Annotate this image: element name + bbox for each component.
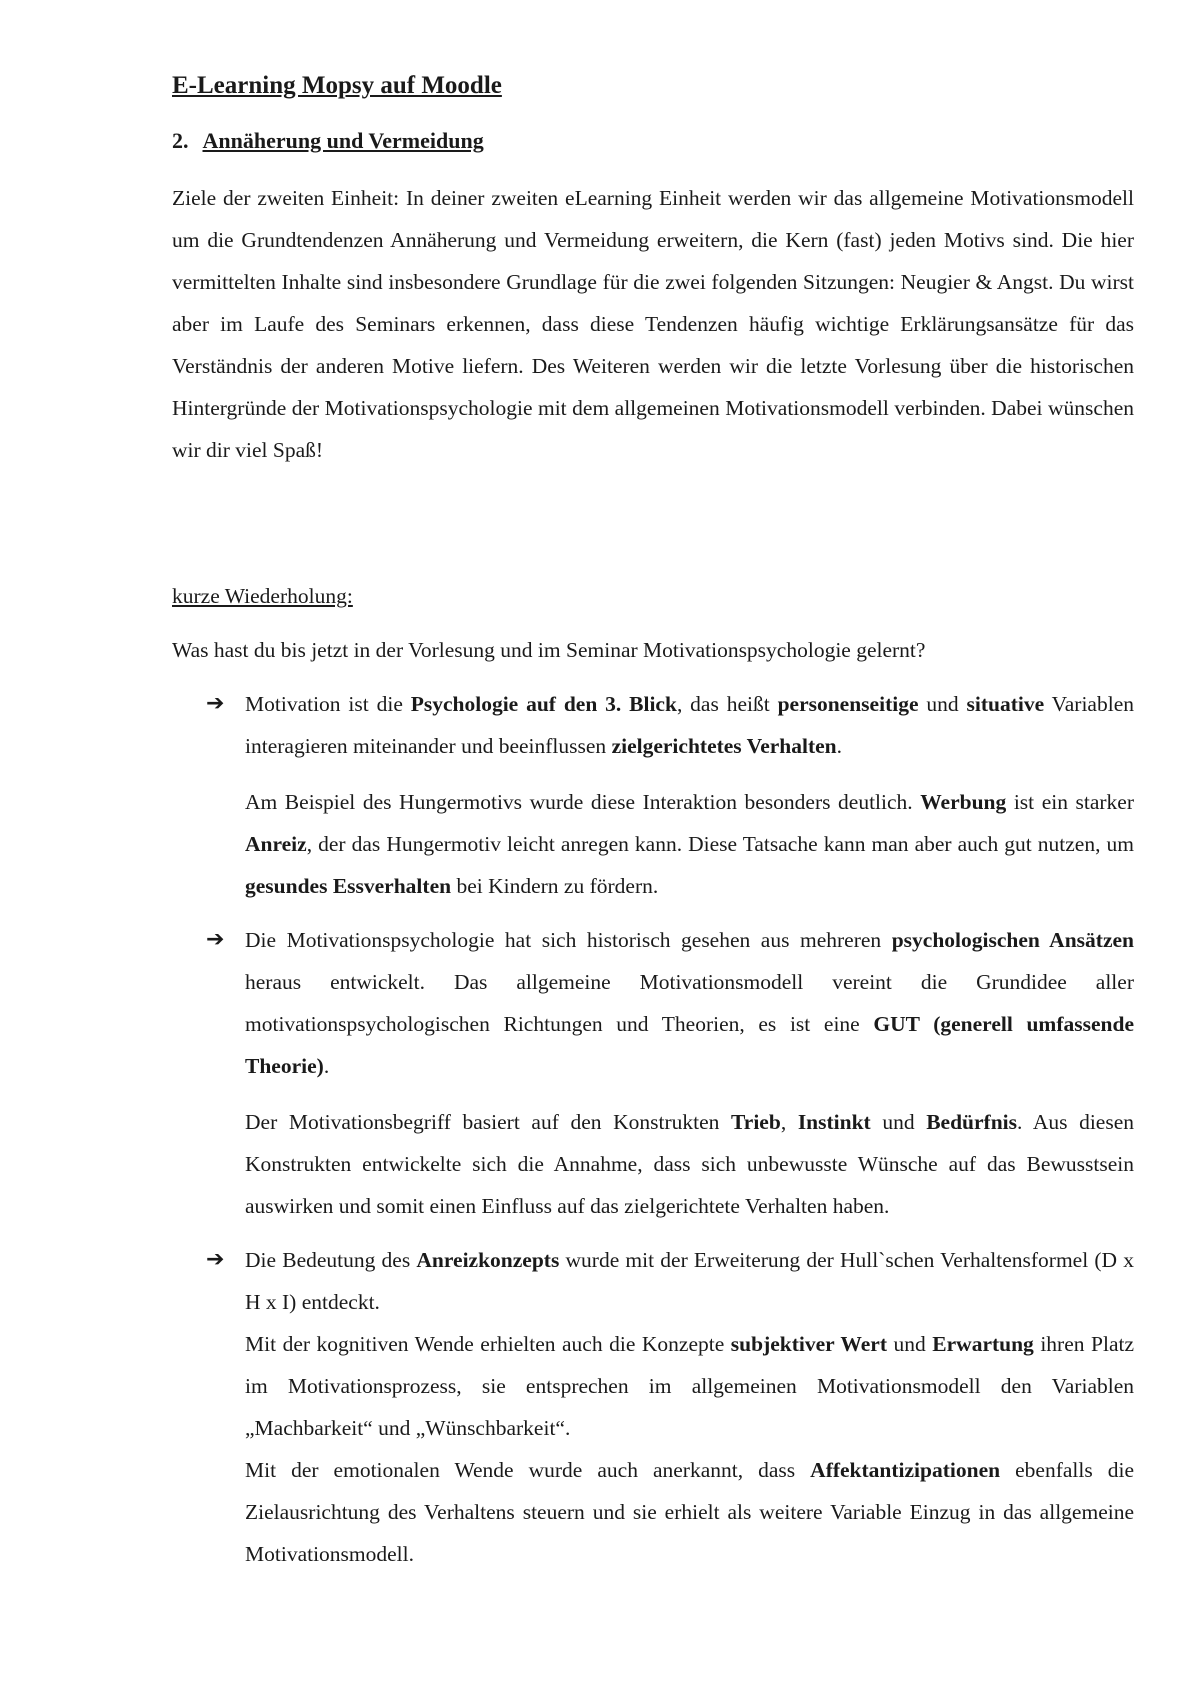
arrow-bullet-icon: ➔ — [206, 1247, 225, 1273]
bullet-item-2 — [172, 919, 1134, 1227]
section-heading — [172, 127, 1134, 156]
document-title: E-Learning Mopsy auf Moodle — [172, 72, 502, 99]
bullet-3-paragraph-3: Mit der emotionalen Wende wurde auch anerkannt, dass Affektantizipationen ebenfalls die Zielausrichtung des Verhaltens steuern und sie erhielt als weitere Variable Einzug in das allgemeine Motivationsmodell. — [245, 1458, 1134, 1567]
bullet-3-paragraph-1: Die Bedeutung des Anreizkonzepts wurde mit der Erweiterung der Hull`schen Verhaltensformel (D x H x I) entdeckt. — [245, 1248, 1134, 1315]
recap-question: Was hast du bis jetzt in der Vorlesung und im Seminar Motivationspsychologie gelernt? — [172, 638, 926, 663]
intro-paragraph: Ziele der zweiten Einheit: In deiner zweiten eLearning Einheit werden wir das allgemeine Motivationsmodell um die Grundtendenzen Annäherung und Vermeidung erweitern, die Kern (fast) jeden Motivs sind. Die hier vermittelten Inhalte sind insbesondere Grundlage für die zwei folgenden Sitzungen: Neugier & Angst. Du wirst aber im Laufe des Seminars erkennen, dass diese Tendenzen häufig wichtige Erklärungsansätze für das Verständnis der anderen Motive liefern. Des Weiteren werden wir die letzte Vorlesung über die historischen Hintergründe der Motivationspsychologie mit dem allgemeinen Motivationsmodell verbinden. Dabei wünschen wir dir viel Spaß! — [172, 186, 1134, 463]
arrow-bullet-icon: ➔ — [206, 927, 225, 953]
bullet-1-paragraph-2: Am Beispiel des Hungermotivs wurde diese Interaktion besonders deutlich. Werbung ist ein starker Anreiz, der das Hungermotiv leicht anregen kann. Diese Tatsache kann man aber auch gut nutzen, um gesundes Essverhalten bei Kindern zu fördern. — [245, 790, 1135, 899]
section-number: 2. — [172, 127, 189, 153]
arrow-bullet-icon: ➔ — [206, 691, 225, 717]
bullet-1-paragraph-1: Motivation ist die Psychologie auf den 3. Blick, das heißt personenseitige und situative Variablen interagieren miteinander und beeinflussen zielgerichtetes Verhalten. — [245, 692, 1134, 759]
bullet-3-paragraph-2: Mit der kognitiven Wende erhielten auch die Konzepte subjektiver Wert und Erwartung ihren Platz im Motivationsprozess, sie entsprechen im allgemeinen Motivationsmodell den Variablen „Machbarkeit“ und „Wünschbarkeit“. — [245, 1332, 1135, 1441]
recap-label: kurze Wiederholung: — [172, 584, 353, 609]
bullet-2-paragraph-2: Der Motivationsbegriff basiert auf den Konstrukten Trieb, Instinkt und Bedürfnis. Aus diesen Konstrukten entwickelte sich die Annahme, dass sich unbewusste Wünsche auf das Bewusstsein auswirken und somit einen Einfluss auf das zielgerichtete Verhalten haben. — [245, 1110, 1135, 1219]
section-title: Annäherung und Vermeidung — [202, 127, 484, 153]
document-page — [172, 70, 1134, 1587]
bullet-item-1 — [172, 683, 1134, 907]
bullet-item-3 — [172, 1239, 1134, 1575]
bullet-2-paragraph-1: Die Motivationspsychologie hat sich historisch gesehen aus mehreren psychologischen Ansätzen heraus entwickelt. Das allgemeine Motivationsmodell vereint die Grundidee aller motivationspsychologischen Richtungen und Theorien, es ist eine GUT (generell umfassende Theorie). — [245, 928, 1134, 1079]
